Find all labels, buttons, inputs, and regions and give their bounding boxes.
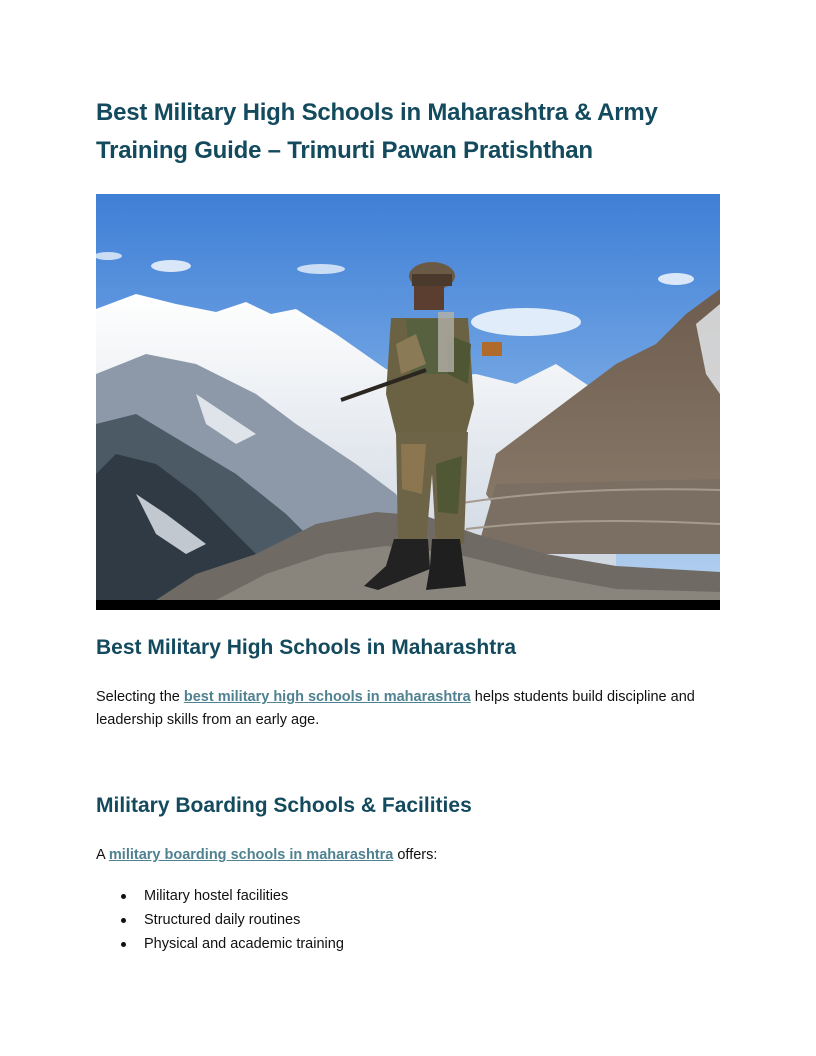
paragraph-text: A: [96, 847, 109, 863]
section-heading-boarding-schools: Military Boarding Schools & Facilities: [96, 794, 472, 817]
page-title: Best Military High Schools in Maharashtra & Army Training Guide – Trimurti Pawan Pratishthan: [96, 99, 658, 164]
soldier-landscape-photo: [96, 194, 720, 610]
section-heading-military-high-schools: Best Military High Schools in Maharashtra: [96, 636, 517, 659]
bullet-icon: [121, 894, 126, 899]
list-item-text: Structured daily routines: [144, 912, 301, 928]
list-item: [96, 884, 344, 908]
bullet-icon: [121, 918, 126, 923]
list-item-text: Military hostel facilities: [144, 888, 289, 904]
link-military-boarding-schools[interactable]: military boarding schools in maharashtra: [108, 847, 394, 863]
list-item-text: Physical and academic training: [144, 936, 344, 952]
section-paragraph-boarding-schools: [96, 844, 720, 867]
hero-image: [96, 194, 720, 610]
facilities-list: [96, 884, 344, 956]
list-item: [96, 908, 344, 932]
list-item: [96, 932, 344, 956]
bullet-icon: [121, 942, 126, 947]
paragraph-text: Selecting the: [96, 689, 184, 705]
section-paragraph-high-schools: [96, 686, 720, 732]
paragraph-text: helps students build discipline and leadership skills from an early age.: [96, 689, 695, 728]
paragraph-text: offers:: [393, 847, 438, 863]
link-best-military-high-schools[interactable]: best military high schools in maharashtra: [183, 689, 471, 705]
